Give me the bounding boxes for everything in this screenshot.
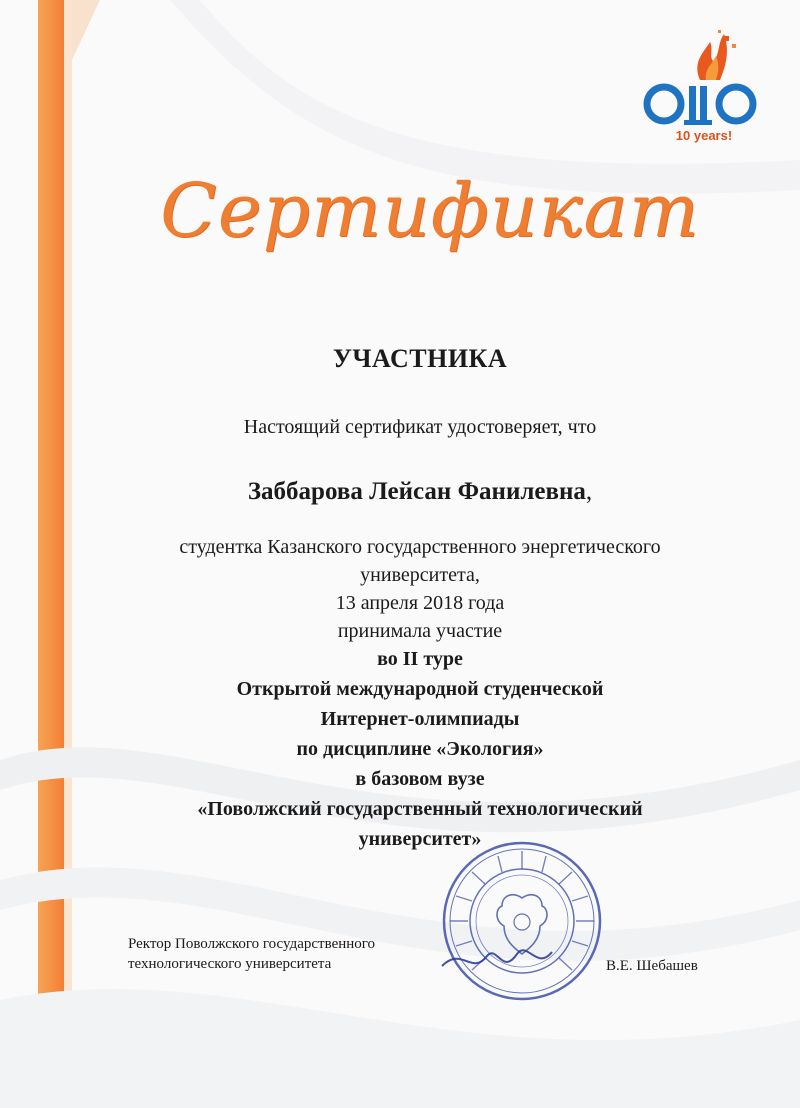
bold-line-6: «Поволжский государственный технологический [197, 798, 643, 820]
bold-line-2: Открытой международной студенческой [236, 678, 604, 700]
body-line-1: студентка Казанского государственного энергетического [179, 536, 661, 558]
body-line-3: 13 апреля 2018 года [335, 592, 505, 614]
certificate-title: Сертификат [160, 168, 700, 254]
certificate-subtitle: УЧАСТНИКА [332, 344, 508, 373]
bold-line-3: Интернет-олимпиады [320, 708, 520, 730]
recipient-name [100, 478, 740, 506]
body-line-2: университета, [360, 564, 480, 586]
recipient-name-text: Заббарова Лейсан Фанилевна [247, 478, 586, 505]
logo-tagline: 10 years! [675, 128, 733, 143]
official-round-seal-icon [432, 836, 612, 1006]
torch-flame-icon [634, 22, 774, 132]
signatory-position-line-1: Ректор Поволжского государственного [128, 936, 376, 952]
body-line-4: принимала участие [337, 620, 503, 642]
bold-line-7: университет» [358, 828, 482, 850]
signatory-position-line-2: технологического университета [128, 956, 332, 972]
bold-line-5: в базовом вузе [355, 768, 485, 790]
intro-text: Настоящий сертификат удостоверяет, что [243, 416, 597, 438]
signatory-position [128, 934, 375, 974]
bold-line-1: во II туре [377, 648, 463, 670]
torch-globe-logo [634, 22, 774, 152]
signatory-name: В.Е. Шебашев [606, 958, 698, 974]
recipient-comma: , [585, 478, 593, 505]
bold-line-4: по дисциплине «Экология» [296, 738, 544, 760]
